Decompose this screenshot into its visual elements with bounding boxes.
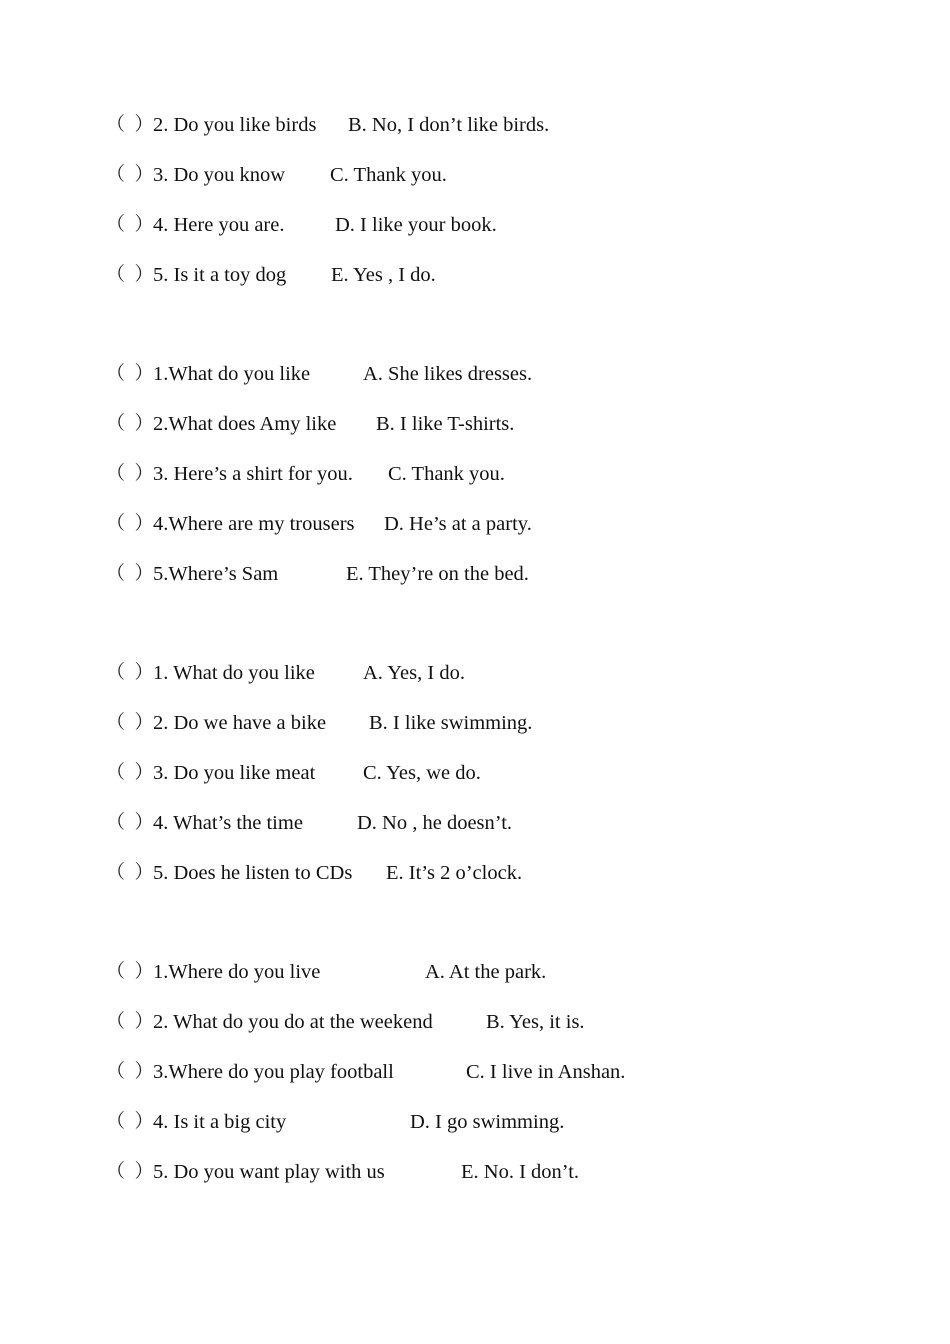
answer-bracket[interactable]: （ ）	[106, 1011, 154, 1032]
question-text: 2.What does Amy like	[153, 413, 337, 435]
matching-row	[0, 409, 950, 439]
question-text: 5. Is it a toy dog	[153, 264, 287, 286]
answer-bracket[interactable]: （ ）	[106, 1111, 154, 1132]
question-text: 2. What do you do at the weekend	[153, 1011, 433, 1033]
answer-text: E. Yes , I do.	[331, 264, 436, 286]
question-text: 1.What do you like	[153, 363, 311, 385]
answer-bracket[interactable]: （ ）	[106, 363, 154, 384]
matching-row	[0, 160, 950, 190]
answer-bracket[interactable]: （ ）	[106, 862, 154, 883]
matching-row	[0, 110, 950, 140]
answer-text: C. Yes, we do.	[363, 762, 481, 784]
matching-row	[0, 359, 950, 389]
answer-bracket[interactable]: （ ）	[106, 264, 154, 285]
question-text: 4. What’s the time	[153, 812, 303, 834]
answer-text: D. No , he doesn’t.	[357, 812, 513, 834]
answer-bracket[interactable]: （ ）	[106, 1161, 154, 1182]
question-text: 4.Where are my trousers	[153, 513, 355, 535]
question-text: 1.Where do you live	[153, 961, 321, 983]
matching-row	[0, 210, 950, 240]
answer-bracket[interactable]: （ ）	[106, 114, 154, 135]
answer-text: C. Thank you.	[330, 164, 447, 186]
answer-bracket[interactable]: （ ）	[106, 214, 154, 235]
answer-text: A. Yes, I do.	[363, 662, 465, 684]
answer-text: E. No. I don’t.	[461, 1161, 580, 1183]
answer-bracket[interactable]: （ ）	[106, 762, 154, 783]
question-text: 5.Where’s Sam	[153, 563, 279, 585]
answer-bracket[interactable]: （ ）	[106, 563, 154, 584]
matching-row	[0, 260, 950, 290]
answer-text: B. Yes, it is.	[486, 1011, 585, 1033]
question-text: 4. Here you are.	[153, 214, 285, 236]
matching-row	[0, 708, 950, 738]
answer-bracket[interactable]: （ ）	[106, 413, 154, 434]
answer-bracket[interactable]: （ ）	[106, 812, 154, 833]
question-text: 3.Where do you play football	[153, 1061, 394, 1083]
answer-text: C. I live in Anshan.	[466, 1061, 626, 1083]
answer-text: C. Thank you.	[388, 463, 505, 485]
question-text: 3. Do you know	[153, 164, 286, 186]
answer-text: E. It’s 2 o’clock.	[386, 862, 523, 884]
matching-row	[0, 1057, 950, 1087]
answer-bracket[interactable]: （ ）	[106, 1061, 154, 1082]
answer-text: D. I like your book.	[335, 214, 497, 236]
matching-row	[0, 1157, 950, 1187]
answer-text: B. I like swimming.	[369, 712, 533, 734]
answer-bracket[interactable]: （ ）	[106, 164, 154, 185]
matching-row	[0, 459, 950, 489]
matching-row	[0, 858, 950, 888]
answer-bracket[interactable]: （ ）	[106, 463, 154, 484]
matching-row	[0, 1007, 950, 1037]
matching-row	[0, 758, 950, 788]
matching-row	[0, 658, 950, 688]
question-text: 2. Do you like birds	[153, 114, 317, 136]
answer-bracket[interactable]: （ ）	[106, 712, 154, 733]
question-text: 5. Does he listen to CDs	[153, 862, 353, 884]
answer-text: A. She likes dresses.	[363, 363, 533, 385]
answer-text: A. At the park.	[425, 961, 547, 983]
question-text: 5. Do you want play with us	[153, 1161, 385, 1183]
answer-text: E. They’re on the bed.	[346, 563, 529, 585]
matching-row	[0, 808, 950, 838]
question-text: 2. Do we have a bike	[153, 712, 327, 734]
answer-text: B. I like T-shirts.	[376, 413, 515, 435]
answer-text: B. No, I don’t like birds.	[348, 114, 550, 136]
answer-text: D. I go swimming.	[410, 1111, 565, 1133]
answer-text: D. He’s at a party.	[384, 513, 532, 535]
question-text: 3. Here’s a shirt for you.	[153, 463, 353, 485]
answer-bracket[interactable]: （ ）	[106, 513, 154, 534]
question-text: 4. Is it a big city	[153, 1111, 287, 1133]
question-text: 3. Do you like meat	[153, 762, 316, 784]
matching-row	[0, 1107, 950, 1137]
matching-row	[0, 559, 950, 589]
answer-bracket[interactable]: （ ）	[106, 662, 154, 683]
matching-row	[0, 509, 950, 539]
question-text: 1. What do you like	[153, 662, 315, 684]
matching-row	[0, 957, 950, 987]
answer-bracket[interactable]: （ ）	[106, 961, 154, 982]
